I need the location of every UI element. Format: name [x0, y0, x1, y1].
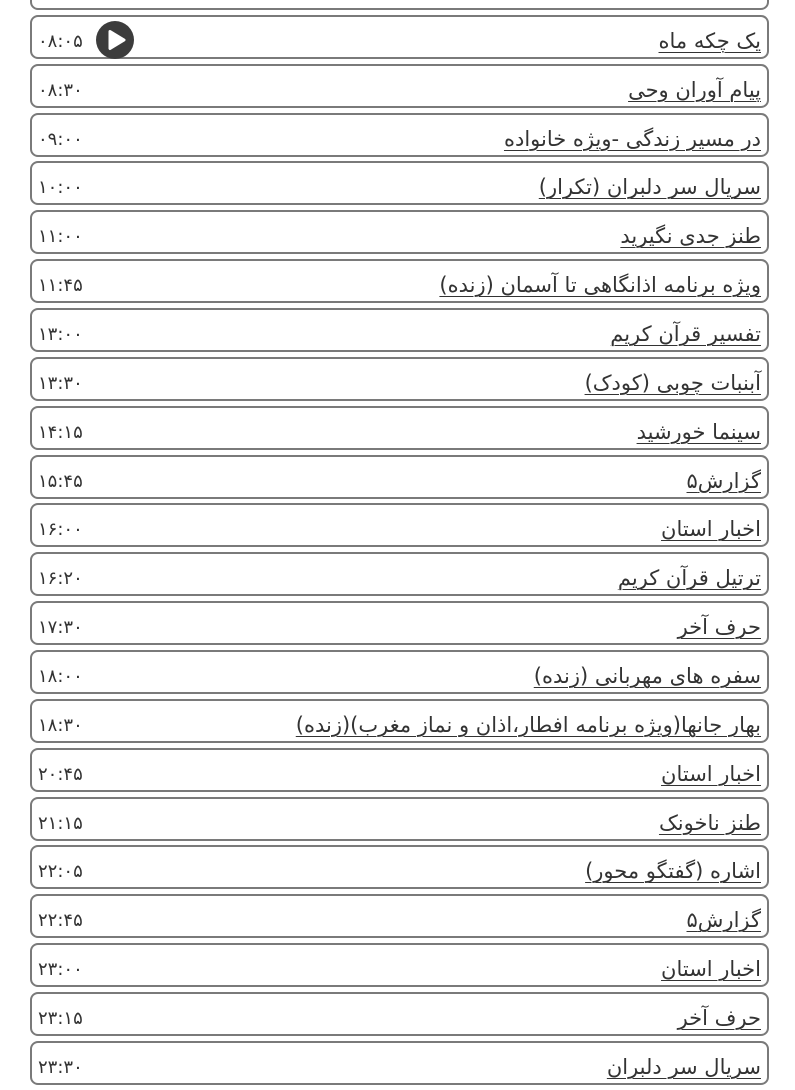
program-time: ۱۰:۰۰: [38, 177, 83, 199]
program-title: حرف آخر: [677, 1006, 761, 1031]
program-time: ۱۳:۰۰: [38, 324, 83, 346]
program-title: در مسیر زندگی -ویژه خانواده: [503, 126, 761, 151]
program-time: ۲۰:۴۵: [38, 763, 83, 785]
program-title: ویژه برنامه اذانگاهی تا آسمان (زنده): [439, 273, 761, 298]
program-time: ۲۲:۴۵: [38, 910, 83, 932]
program-time: ۱۷:۳۰: [38, 617, 83, 639]
program-time: ۲۳:۰۰: [38, 959, 83, 981]
program-time: ۱۵:۴۵: [38, 470, 83, 492]
program-time: ۰۹:۰۰: [38, 128, 83, 150]
program-title: سفره های مهربانی (زنده): [533, 664, 761, 689]
program-title: گزارش۵: [686, 468, 761, 493]
schedule-row[interactable]: [30, 699, 769, 743]
schedule-row[interactable]: [30, 357, 769, 401]
program-title: اخبار استان: [661, 517, 761, 542]
program-title: ترتیل قرآن کریم: [617, 566, 761, 591]
program-time: ۱۱:۴۵: [38, 275, 83, 297]
program-time: ۱۸:۰۰: [38, 666, 83, 688]
program-title: آبنبات چوبی (کودک): [584, 370, 761, 395]
program-title: اخبار استان: [661, 761, 761, 786]
schedule-row[interactable]: [30, 113, 769, 157]
schedule-row[interactable]: [30, 15, 769, 59]
program-title: اخبار استان: [661, 957, 761, 982]
schedule-row[interactable]: [30, 992, 769, 1036]
program-time: ۱۳:۳۰: [38, 372, 83, 394]
schedule-row[interactable]: [30, 64, 769, 108]
program-time: ۱۸:۳۰: [38, 714, 83, 736]
play-icon: [96, 21, 134, 59]
schedule-row[interactable]: [30, 503, 769, 547]
program-title: پیام آوران وحی: [628, 77, 761, 102]
program-title: سینما خورشید: [636, 419, 761, 444]
schedule-row[interactable]: [30, 308, 769, 352]
program-title: تفسیر قرآن کریم: [610, 322, 761, 347]
program-title: بهار جانها(ویژه برنامه افطار،اذان و نماز مغرب)(زنده): [295, 712, 761, 737]
program-time: ۲۱:۱۵: [38, 812, 83, 834]
schedule-row[interactable]: [30, 894, 769, 938]
schedule-row[interactable]: [30, 210, 769, 254]
program-title: طنز جدی نگیرید: [620, 224, 761, 249]
program-time: ۰۸:۰۵: [38, 30, 83, 52]
schedule-row[interactable]: [30, 552, 769, 596]
schedule-row[interactable]: [30, 0, 769, 10]
program-title: طنز ناخونک: [658, 810, 761, 835]
program-time: ۰۸:۳۰: [38, 79, 83, 101]
play-button[interactable]: [96, 21, 134, 59]
schedule-row[interactable]: [30, 161, 769, 205]
program-title: سریال سر دلبران (تکرار): [538, 175, 761, 200]
schedule-row[interactable]: [30, 845, 769, 889]
schedule-row[interactable]: [30, 259, 769, 303]
program-title: حرف آخر: [677, 615, 761, 640]
schedule-row[interactable]: [30, 650, 769, 694]
schedule-row[interactable]: [30, 943, 769, 987]
schedule-row[interactable]: [30, 406, 769, 450]
program-time: ۲۲:۰۵: [38, 861, 83, 883]
schedule-row[interactable]: [30, 1041, 769, 1085]
program-title: گزارش۵: [686, 908, 761, 933]
program-time: ۱۱:۰۰: [38, 226, 83, 248]
program-time: ۲۳:۱۵: [38, 1008, 83, 1030]
program-title: اشاره (گفتگو محور): [585, 859, 761, 884]
schedule-row[interactable]: [30, 601, 769, 645]
program-time: ۱۶:۰۰: [38, 519, 83, 541]
program-title: سریال سر دلبران: [606, 1054, 761, 1079]
schedule-row[interactable]: [30, 797, 769, 841]
program-time: ۲۳:۳۰: [38, 1056, 83, 1078]
program-title: یک چکه ماه: [658, 28, 761, 53]
program-time: ۱۴:۱۵: [38, 421, 83, 443]
schedule-row[interactable]: [30, 748, 769, 792]
schedule-row[interactable]: [30, 455, 769, 499]
program-time: ۱۶:۲۰: [38, 568, 83, 590]
